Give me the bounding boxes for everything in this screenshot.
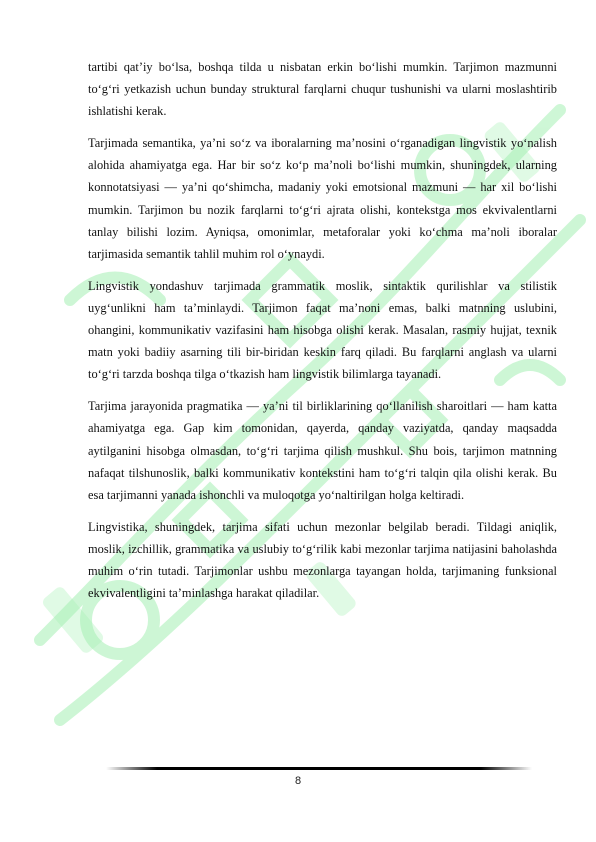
paragraph-2: Tarjimada semantika, ya’ni so‘z va iboralarning ma’nosini o‘rganadigan lingvistik yo‘nalish alohida ahamiyatga ega. Har bir so‘z ko‘p ma’noli bo‘lishi mumkin, shuningdek, ularning konnotatsiyasi — ya’ni qo‘shimcha, madaniy yoki emotsional mazmuni — har xil bo‘lishi mumkin. Tarjimon bu nozik farqlarni to‘g‘ri ajrata olishi, kontekstga mos ekvivalentlarni tanlay bilishi lozim. Ayniqsa, omonimlar, metaforalar yoki ko‘chma ma’noli iboralar tarjimasida semantik tahlil muhim rol o‘ynaydi. — [88, 136, 557, 261]
paragraph-4: Tarjima jarayonida pragmatika — ya’ni til birliklarining qo‘llanilish sharoitlari — ham katta ahamiyatga ega. Gap kim tomonidan, qayerda, qanday vaziyatda, qanday maqsadda aytilganini hisobga olmasdan, to‘g‘ri tarjima qilish mushkul. Shu bois, tarjimon matnning nafaqat tilshunoslik, balki kommunikativ kontekstini ham to‘g‘ri talqin qila olishi kerak. Bu esa tarjimanni yanada ishonchli va muloqotga yo‘naltirilgan holga keltiradi. — [88, 399, 557, 502]
paragraph-1: tartibi qat’iy bo‘lsa, boshqa tilda u nisbatan erkin bo‘lishi mumkin. Tarjimon mazmunni to‘g‘ri yetkazish uchun bunday struktural farqlarni chuqur tushunishi va ularni moslashtirib ishlatishi kerak. — [88, 60, 557, 119]
paragraph-5: Lingvistika, shuningdek, tarjima sifati uchun mezonlar belgilab beradi. Tildagi aniqlik, moslik, izchillik, grammatika va uslubiy to‘g‘rilik kabi mezonlar tarjima natijasini baholashda muhim o‘rin tutadi. Tarjimonlar ushbu mezonlarga tayangan holda, tarjimaning funksional ekvivalentligini ta’minlashga harakat qiladilar. — [88, 519, 557, 601]
document-body — [88, 56, 557, 614]
paragraph-3: Lingvistik yondashuv tarjimada grammatik moslik, sintaktik qurilishlar va stilistik uyg‘unlikni ham ta’minlaydi. Tarjimon faqat ma’noni emas, balki matnning uslubini, ohangini, kommunikativ vazifasini ham hisobga olishi kerak. Masalan, rasmiy hujjat, texnik matn yoki badiiy asarning tili bir-biridan keskin farq qiladi. Bu farqlarni anglash va ularni to‘g‘ri tarzda boshqa tilga o‘tkazish ham lingvistik bilimlarga tayanadi. — [88, 278, 557, 382]
page-number: 8 — [294, 775, 302, 787]
footer-divider — [106, 767, 532, 770]
